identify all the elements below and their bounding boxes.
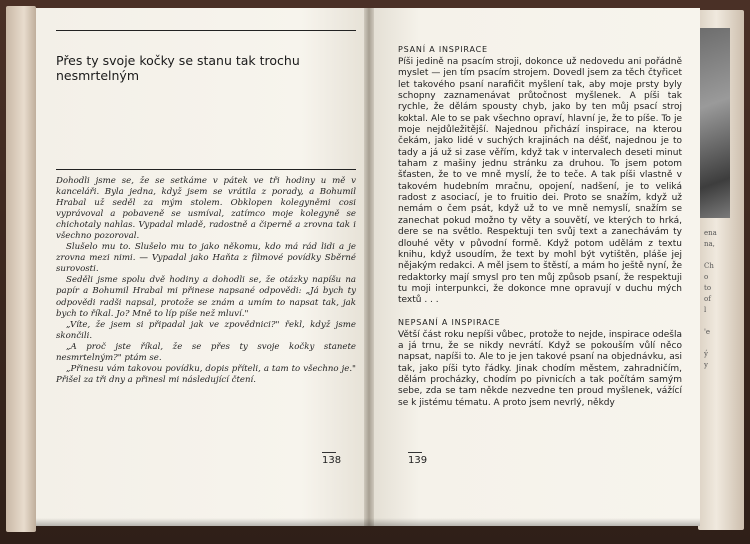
left-page-number-rule (322, 452, 336, 453)
left-page-number: 138 (322, 455, 342, 466)
next-page-text-fragment (704, 228, 738, 371)
right-page-number-rule (408, 452, 422, 453)
section-text-writing: Píši jedině na psacím stroji, dokonce už nedovedu ani pořádně myslet — jen tím psacím strojem. Dovedl jsem za těch čtyřicet let takového psaní narafičit myšlení tak, aby moje prsty byly schopny zaznamenávat průtočnost myšlenek. A píši tak rychle, že dělám spousty chyb, jako by ten můj psací stroj koktal. Ale to se pak všechno opraví, hlavní je, že to píše. To je moje nejdůležitější. Najednou přichází inspirace, na kterou čekám, jako lidé v suchých krajinách na déšť, najednou je to tady a já už si zase věřím, když tak v intervalech deseti minut taham z mašiny jednu stránku za druhou. To jsem potom šťasten, že to ve mně myslí, že to teče. A tak píši vlastně v takovém hudebním mračnu, opojení, nadšení, je to veliká radost z asociací, je to fruitio dei. Proto se snažím, když už nemám o čem psát, když už to ve mně nemyslí, snažím se zanechat pokud možno ty věty a souvětí, ve kterých to hrká, dere se na světlo. Respektuji ten svůj text a zanechávám ty dlouhé věty v původní formě. Když potom udělám z textu knihu, když usoudím, že text by mohl být vytištěn, pláše jej nějakým redakci. A měl jsem to štěstí, a mám ho ještě nyní, že redaktorky mají smysl pro ten můj způsob psaní, že respektuji tu moji interpunkci, že dokonce mne opravují v duchu mých textů . . . (398, 57, 682, 306)
left-page-content (56, 30, 356, 386)
edge-fragment-line: ena (704, 229, 717, 237)
book-gutter (364, 8, 374, 526)
story-paragraph: Dohodli jsme se, že se setkáme v pátek ve tři hodiny u mě v kanceláři. Byla jedna, když jsem se vrátila z porady, a Bohumil Hrabal už seděl za mým stolem. Obklopen kolegyněmi cosi vyprávoval a pobaveně se usmíval, zatímco moje kolegyně se chichotaly nahlas. Vypadal mladě, radostně a čiperně a zrovna tak i všechno pozoroval. (56, 176, 356, 242)
story-paragraph: Slušelo mu to. Slušelo mu to jako někomu, kdo má rád lidi a je zrovna mezi nimi. — Vypadal jako Haňta z filmové povídky Sběrné surovosti. (56, 242, 356, 275)
book-cover-left-edge (6, 6, 36, 532)
edge-fragment-line (704, 316, 738, 327)
edge-fragment-line (704, 338, 738, 349)
edge-fragment-line: to (704, 284, 712, 292)
chapter-title: Přes ty svoje kočky se stanu tak trochu nesmrtelným (56, 30, 356, 170)
story-paragraph: Seděli jsme spolu dvě hodiny a dohodli se, že otázky napíšu na papír a Bohumil Hrabal mi přinese napsané odpovědi: „Já bych ty odpovědi radši napsal, protože se znám a umím to napsat tak, jak bych to říkal. Jo? Mně to líp píše než mluví." (56, 275, 356, 319)
next-page-photo-fragment (700, 28, 730, 218)
right-page-number: 139 (408, 455, 428, 466)
edge-fragment-line: Ch (704, 262, 714, 270)
story-paragraph: „Víte, že jsem si připadal jak ve zpovědnici?" řekl, když jsme skončili. (56, 319, 356, 341)
section-heading-not-writing: NEPSANÍ A INSPIRACE (398, 317, 501, 327)
edge-fragment-line: y (704, 361, 708, 369)
story-paragraph: „Přinesu vám takovou povídku, dopis příteli, a tam to všechno je." Přišel za tři dny a přinesl mi následující čtení. (56, 363, 356, 385)
edge-fragment-line: na, (704, 240, 715, 248)
story-paragraph: „A proč jste říkal, že se přes ty svoje kočky stanete nesmrtelným?" ptám se. (56, 341, 356, 363)
edge-fragment-line: l (704, 306, 707, 314)
edge-fragment-line: ý (704, 350, 708, 358)
book-bottom-shadow (36, 518, 700, 526)
story-text (56, 176, 356, 386)
edge-fragment-line: 'e (704, 328, 711, 336)
edge-fragment-line: of (704, 295, 711, 303)
edge-fragment-line (704, 250, 738, 261)
edge-fragment-line: o (704, 273, 709, 281)
section-heading-writing: PSANÍ A INSPIRACE (398, 45, 488, 54)
right-page-content (398, 44, 682, 409)
section-text-not-writing: Větší část roku nepíši vůbec, protože to nejde, inspirace odešla a já trnu, že se nikdy nevrátí. Když se pokouším vůlí něco napsat, napíši to. Ale to je jen takové psaní na objednávku, asi tak, jako píši tyto řádky. Jinak chodím městem, zahradničím, dělám procházky, chodím po pivnicích a tak počítám samým sebe, zda se tam někde nezvedne ten proud myšlenek, vážící se k jistému tématu. A proto jsem nevrlý, někdy (398, 329, 682, 408)
